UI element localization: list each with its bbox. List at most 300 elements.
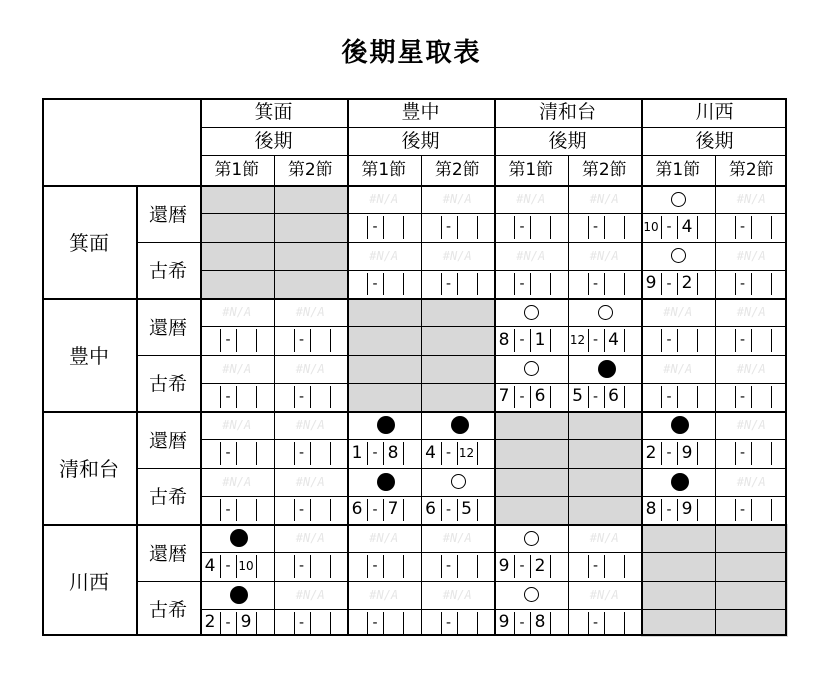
grid-line [200,439,787,440]
home-score [715,326,735,354]
grid-line [604,612,605,634]
section-header: 第1節 [508,159,554,180]
grid-line [771,442,772,464]
grid-line [477,273,478,295]
home-score [568,213,588,241]
home-score [715,496,735,524]
result-mark-cell [200,524,274,552]
grid-line [294,555,295,577]
grid-line [42,634,787,636]
grid-line [136,468,787,469]
away-score: 6 [534,386,546,407]
grid-line [677,499,678,521]
away-score: 8 [534,612,546,633]
grid-line [383,216,384,238]
score-dash: - [519,332,525,349]
grid-line [367,555,368,577]
grid-line [677,442,678,464]
grid-line [477,499,478,521]
grid-line [661,273,662,295]
grid-line [604,329,605,351]
away-score [310,326,330,354]
away-score: 8 [387,442,399,463]
score-dash: - [298,388,305,405]
score-dash: - [519,614,525,631]
away-score: 2 [534,555,546,576]
result-mark-cell [421,468,495,496]
grid-line [236,555,237,577]
away-score [310,609,330,637]
grid-line [256,442,257,464]
grid-line [403,273,404,295]
placeholder-text: #N/A [736,192,766,207]
grid-line [441,612,442,634]
placeholder-text: #N/A [663,361,693,376]
section-header: 第1節 [361,159,407,180]
grid-line [403,612,404,634]
grid-line [550,612,551,634]
placeholder-text: #N/A [589,531,619,546]
grid-line [383,555,384,577]
score-dash: - [445,501,452,518]
grid-line [588,273,589,295]
placeholder-text: #N/A [736,474,766,489]
grid-line [256,329,257,351]
loss-circle-icon [377,473,395,491]
home-score: 4 [425,442,436,463]
grid-line [477,216,478,238]
score-dash: - [225,332,231,349]
placeholder-text: #N/A [442,531,472,546]
away-score: 10 [238,559,254,574]
grid-line [604,216,605,238]
grid-line [697,386,698,408]
home-score: 10 [643,220,659,235]
grid-line [441,273,442,295]
grid-line [641,98,643,636]
away-score [236,326,256,354]
win-circle-icon [524,587,539,602]
score-dash: - [298,445,305,462]
home-score: 12 [569,333,586,348]
grid-line [550,273,551,295]
away-score [236,496,256,524]
away-score [751,270,771,298]
grid-line [785,98,787,636]
away-score [310,439,330,467]
column-team-header: 清和台 [538,101,596,123]
loss-circle-icon [671,416,689,434]
grid-line [330,499,331,521]
grid-line [236,442,237,464]
grid-line [136,355,787,356]
result-mark-cell [568,355,642,383]
score-dash: - [372,445,378,462]
home-score: 4 [204,555,216,576]
placeholder-text: #N/A [516,192,546,207]
away-score [751,383,771,411]
grid-line [735,499,736,521]
grid-line [751,273,752,295]
grid-line [200,155,787,156]
home-score: 8 [645,499,657,520]
score-dash: - [298,332,305,349]
home-score: 9 [645,273,657,294]
result-mark-cell [421,411,495,439]
away-score [383,213,403,241]
home-score [421,213,441,241]
grid-line [367,442,368,464]
grid-line [697,499,698,521]
grid-line [624,555,625,577]
row-team-label: 川西 [69,570,109,594]
grid-line [530,612,531,634]
score-dash: - [372,501,378,518]
grid-line [457,612,458,634]
score-dash: - [225,445,231,462]
column-period-header: 後期 [548,129,587,152]
grid-line [294,499,295,521]
grid-line [200,270,787,271]
away-score: 9 [240,612,252,633]
column-team-header: 川西 [695,101,734,123]
column-team-header: 豊中 [401,101,440,123]
grid-line [588,612,589,634]
grid-line [367,216,368,238]
placeholder-text: #N/A [369,531,399,546]
away-score [530,213,550,241]
grid-line [514,216,515,238]
home-score [274,383,294,411]
row-team-label: 豊中 [69,344,109,368]
placeholder-text: #N/A [736,305,766,320]
grid-line [588,555,589,577]
home-score [715,213,735,241]
score-dash: - [445,275,452,292]
placeholder-text: #N/A [369,192,399,207]
grid-line [751,386,752,408]
away-score [530,270,550,298]
grid-line [604,386,605,408]
score-dash: - [519,388,525,405]
home-score [200,383,220,411]
grid-line [403,499,404,521]
win-circle-icon [671,248,686,263]
grid-line [697,442,698,464]
placeholder-text: #N/A [222,361,252,376]
score-dash: - [739,275,746,292]
home-score: 6 [425,499,436,520]
grid-line [661,386,662,408]
grid-line [735,442,736,464]
grid-line [367,499,368,521]
placeholder-text: #N/A [736,248,766,263]
grid-line [568,155,569,636]
score-dash: - [298,558,305,575]
grid-line [514,555,515,577]
grid-line [661,216,662,238]
score-dash: - [445,219,452,236]
home-score [274,439,294,467]
score-dash: - [225,614,231,631]
grid-line [220,555,221,577]
placeholder-text: #N/A [369,587,399,602]
grid-line [220,499,221,521]
grid-line [330,442,331,464]
away-score: 6 [608,386,619,407]
section-header: 第1節 [214,159,260,180]
win-circle-icon [524,531,539,546]
grid-line [715,155,716,636]
result-mark-cell [494,298,568,326]
placeholder-text: #N/A [589,192,619,207]
score-dash: - [519,558,525,575]
win-circle-icon [524,305,539,320]
grid-line [604,273,605,295]
grid-line [457,555,458,577]
score-dash: - [372,614,378,631]
grid-line [751,499,752,521]
away-score [457,270,477,298]
grid-line [200,213,787,214]
score-dash: - [739,332,746,349]
placeholder-text: #N/A [589,248,619,263]
grid-line [200,127,787,128]
section-header: 第2節 [728,159,774,180]
home-score [641,326,661,354]
grid-line [530,555,531,577]
grid-line [735,273,736,295]
column-period-header: 後期 [401,129,440,152]
home-score [715,439,735,467]
away-score: 5 [461,499,472,520]
home-score [568,270,588,298]
grid-line [220,612,221,634]
division-label: 還暦 [148,203,187,226]
grid-line [530,273,531,295]
section-header: 第2節 [434,159,480,180]
grid-line [367,273,368,295]
grid-line [457,273,458,295]
score-dash: - [519,275,525,292]
placeholder-text: #N/A [295,531,325,546]
grid-line [550,329,551,351]
grid-line [256,386,257,408]
score-dash: - [445,445,452,462]
placeholder-text: #N/A [222,305,252,320]
grid-line [42,524,787,526]
score-dash: - [445,558,452,575]
grid-line [236,386,237,408]
grid-line [236,329,237,351]
away-score [751,439,771,467]
placeholder-text: #N/A [736,418,766,433]
grid-line [310,499,311,521]
score-dash: - [666,388,672,405]
home-score [200,496,220,524]
score-dash: - [592,388,599,405]
home-score: 9 [498,612,510,633]
home-score [494,270,514,298]
grid-line [661,329,662,351]
grid-line [310,329,311,351]
away-score: 9 [681,499,693,520]
grid-line [294,329,295,351]
grid-line [200,609,787,610]
placeholder-text: #N/A [295,474,325,489]
placeholder-text: #N/A [295,587,325,602]
home-score [421,270,441,298]
grid-line [330,386,331,408]
standings-table [42,98,787,636]
away-score: 4 [681,216,693,237]
grid-line [441,499,442,521]
grid-line [220,442,221,464]
away-score: 4 [608,329,619,350]
grid-line [274,155,275,636]
section-header: 第2節 [287,159,333,180]
home-score: 1 [351,442,363,463]
score-dash: - [739,501,746,518]
grid-line [677,216,678,238]
grid-line [310,555,311,577]
grid-line [751,216,752,238]
loss-circle-icon [598,360,616,378]
row-team-label: 清和台 [59,457,119,481]
home-score [274,496,294,524]
home-score [274,552,294,580]
grid-line [751,442,752,464]
away-score: 9 [681,442,693,463]
result-mark-cell [641,411,715,439]
home-score: 2 [204,612,216,633]
score-dash: - [592,614,599,631]
away-score [236,439,256,467]
win-circle-icon [671,192,686,207]
grid-line [677,273,678,295]
home-score [200,439,220,467]
grid-line [550,386,551,408]
column-period-header: 後期 [695,129,734,152]
score-dash: - [739,388,746,405]
grid-line [330,329,331,351]
section-header: 第1節 [655,159,701,180]
grid-line [735,329,736,351]
loss-circle-icon [451,416,469,434]
away-score [677,326,697,354]
placeholder-text: #N/A [736,361,766,376]
grid-line [256,555,257,577]
division-label: 古希 [148,486,187,509]
grid-line [42,298,787,300]
grid-line [441,442,442,464]
division-label: 還暦 [148,316,187,339]
result-mark-cell [347,411,421,439]
grid-line [661,442,662,464]
grid-line [294,442,295,464]
grid-line [403,216,404,238]
grid-line [200,98,202,636]
result-mark-cell [494,355,568,383]
score-dash: - [298,614,305,631]
score-dash: - [519,219,525,236]
placeholder-text: #N/A [442,587,472,602]
grid-line [514,273,515,295]
grid-line [550,555,551,577]
grid-line [624,386,625,408]
home-score [641,383,661,411]
grid-line [383,499,384,521]
away-score [383,270,403,298]
grid-line [42,98,44,636]
away-score [310,383,330,411]
grid-line [403,555,404,577]
section-header: 第2節 [581,159,627,180]
home-score [568,552,588,580]
grid-line [697,273,698,295]
away-score [383,609,403,637]
score-dash: - [592,219,599,236]
away-score: 2 [681,273,693,294]
away-score [604,609,624,637]
home-score: 8 [498,329,510,350]
away-score [604,213,624,241]
page-title: 後期星取表 [341,38,482,68]
grid-line [494,98,496,636]
grid-line [697,329,698,351]
score-dash: - [666,332,672,349]
grid-line [236,499,237,521]
row-team-label: 箕面 [69,231,109,255]
placeholder-text: #N/A [222,418,252,433]
away-score [604,552,624,580]
score-dash: - [666,275,672,292]
result-mark-cell [568,298,642,326]
score-dash: - [592,332,599,349]
placeholder-text: #N/A [663,305,693,320]
grid-line [624,612,625,634]
grid-line [383,612,384,634]
grid-line [42,98,787,100]
grid-line [735,216,736,238]
result-mark-cell [641,185,715,213]
score-dash: - [298,501,305,518]
grid-line [200,326,787,327]
home-score [715,383,735,411]
division-label: 古希 [148,260,187,283]
grid-line [383,442,384,464]
placeholder-text: #N/A [295,305,325,320]
result-mark-cell [347,468,421,496]
grid-line [697,216,698,238]
grid-line [771,216,772,238]
grid-line [751,329,752,351]
grid-line [771,273,772,295]
grid-line [136,242,787,243]
grid-line [441,555,442,577]
grid-line [294,612,295,634]
score-dash: - [445,614,452,631]
score-dash: - [739,219,746,236]
grid-line [661,499,662,521]
loss-circle-icon [230,586,248,604]
win-circle-icon [598,305,613,320]
score-dash: - [739,445,746,462]
placeholder-text: #N/A [295,361,325,376]
grid-line [441,216,442,238]
loss-circle-icon [230,529,248,547]
grid-line [477,612,478,634]
